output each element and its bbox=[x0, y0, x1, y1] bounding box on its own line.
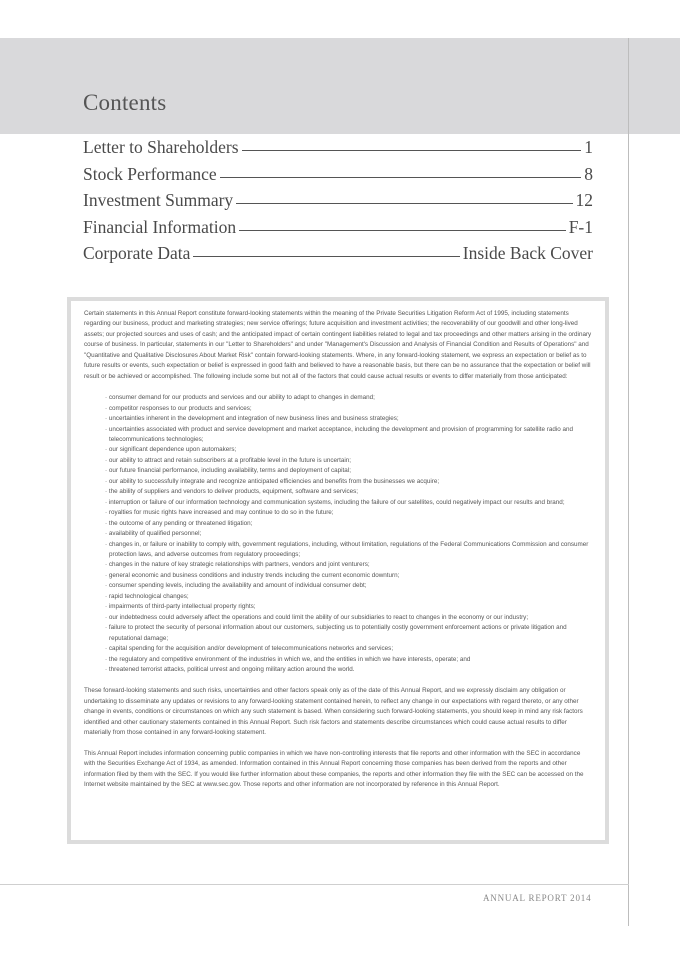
risk-factor-item: · rapid technological changes; bbox=[105, 592, 189, 600]
risk-factor-item: · impairments of third-party intellectual property rights; bbox=[105, 603, 256, 611]
risk-factor-item: · uncertainties associated with product and service development and market acceptance, including the development and provision of programming for satellite radio and telecommunications technologies; bbox=[105, 425, 573, 443]
toc-entry-label: Letter to Shareholders bbox=[83, 137, 239, 157]
risk-factor-item: · capital spending for the acquisition and/or development of telecommunications networks and services; bbox=[105, 645, 394, 653]
toc-entry-label: Stock Performance bbox=[83, 163, 217, 184]
risk-factor-item: · the ability of suppliers and vendors to deliver products, equipment, software and services; bbox=[105, 488, 359, 496]
toc-leader-line bbox=[236, 203, 572, 204]
page-title: Contents bbox=[83, 90, 167, 115]
risk-factor-item: · our future financial performance, including availability, terms and deployment of capital; bbox=[105, 467, 351, 475]
footer-divider bbox=[0, 884, 629, 885]
risk-factor-item: · changes in, or failure or inability to comply with, government regulations, including, without limitation, regulations of the Federal Communications Commission and consumer protection laws, and adverse outcomes from regulatory proceedings; bbox=[105, 540, 589, 558]
toc-leader-line bbox=[242, 150, 582, 151]
risk-factor-item: · availability of qualified personnel; bbox=[105, 530, 202, 538]
disclaimer-paragraph-3: This Annual Report includes information concerning public companies in which we have non-controlling interests that file reports and other information with the SEC in accordance with the Securities Exchange Act of 1934, as amended. Information contained in this Annual Report concerning those companies has been derived from the reports and other information filed by them with the SEC. If you would like further information about these companies, the reports and other information they file with the SEC can be accessed on the Internet website maintained by the SEC at www.sec.gov. Those reports and other information are not incorporated by reference in this Annual Report. bbox=[84, 749, 584, 789]
toc-entry-page: 1 bbox=[584, 137, 593, 157]
risk-factor-list bbox=[105, 393, 593, 675]
risk-factor-item: · competitor responses to our products and services; bbox=[105, 404, 252, 412]
risk-factor-item: · our ability to attract and retain subscribers at a profitable level in the future is uncertain; bbox=[105, 456, 352, 464]
toc-entry[interactable] bbox=[83, 243, 593, 270]
risk-factor-item: · consumer demand for our products and services and our ability to adapt to changes in demand; bbox=[105, 394, 375, 402]
toc-entry[interactable] bbox=[83, 217, 593, 244]
risk-factor-item: · changes in the nature of key strategic relationships with partners, vendors and joint venturers; bbox=[105, 561, 370, 569]
risk-factor-item: · our ability to successfully integrate and recognize anticipated efficiencies and benefits from the businesses we acquire; bbox=[105, 477, 440, 485]
toc-leader-line bbox=[239, 230, 566, 231]
risk-factor-item: · interruption or failure of our information technology and communication systems, including the failure of our satellites, could negatively impact our results and brand; bbox=[105, 498, 565, 506]
vertical-divider bbox=[628, 38, 629, 926]
disclaimer-intro: Certain statements in this Annual Report constitute forward-looking statements within the meaning of the Private Securities Litigation Reform Act of 1995, including statements regarding our business, product and marketing strategies; new service offerings; future acquisition and investment activities; the recoverability of our goodwill and other long-lived assets; our projected sources and uses of cash; and the anticipated impact of certain contingent liabilities related to legal and tax proceedings and other matters arising in the ordinary course of business. In particular, statements in our "Letter to Shareholders" and under "Management's Discussion and Analysis of Financial Condition and Results of Operations" and "Quantitative and Qualitative Disclosures About Market Risk" contain forward-looking statements. Where, in any forward-looking statement, we express an expectation or belief as to future results or events, such expectation or belief is expressed in good faith and believed to have a reasonable basis, but there can be no assurance that the expectation or belief will result or be achieved or accomplished. The following include some but not all of the factors that could cause actual results or events to differ materially from those anticipated: bbox=[84, 310, 592, 380]
risk-factor-item: · our significant dependence upon automakers; bbox=[105, 446, 237, 454]
toc-leader-line bbox=[220, 177, 582, 178]
risk-factor-item: · general economic and business conditions and industry trends including the current economic downturn; bbox=[105, 571, 400, 579]
risk-factor-item: · failure to protect the security of personal information about our customers, subjecting us to potentially costly government enforcement actions or private litigation and reputational damage; bbox=[105, 624, 567, 642]
risk-factor-item: · the outcome of any pending or threatened litigation; bbox=[105, 519, 253, 527]
toc-entry[interactable] bbox=[83, 137, 593, 164]
footer-text: ANNUAL REPORT 2014 bbox=[483, 893, 592, 903]
toc-leader-line bbox=[193, 256, 459, 257]
toc-entry-label: Investment Summary bbox=[83, 190, 234, 210]
risk-factor-item: · the regulatory and competitive environment of the industries in which we, and the entities in which we have interests, operate; and bbox=[105, 655, 471, 663]
toc-entry[interactable] bbox=[83, 190, 593, 217]
toc-entry-page: F-1 bbox=[568, 216, 593, 237]
table-of-contents bbox=[83, 137, 593, 270]
toc-entry[interactable] bbox=[83, 164, 593, 191]
toc-entry-label: Corporate Data bbox=[83, 243, 191, 263]
toc-entry-page: 8 bbox=[584, 163, 593, 184]
toc-entry-page: Inside Back Cover bbox=[462, 243, 593, 263]
risk-factor-item: · royalties for music rights have increased and may continue to do so in the future; bbox=[105, 509, 334, 517]
risk-factor-item: · uncertainties inherent in the development and integration of new business lines and business strategies; bbox=[105, 415, 399, 423]
forward-looking-statements-box bbox=[67, 297, 609, 844]
risk-factor-item: · threatened terrorist attacks, political unrest and ongoing military action around the world. bbox=[105, 665, 355, 673]
risk-factor-item: · our indebtedness could adversely affect the operations and could limit the ability of our subsidiaries to react to changes in the economy or our industry; bbox=[105, 613, 529, 621]
header-band bbox=[0, 38, 680, 134]
disclaimer-paragraph-2: These forward-looking statements and such risks, uncertainties and other factors speak only as of the date of this Annual Report, and we expressly disclaim any obligation or undertaking to disseminate any updates or revisions to any forward-looking statement contained herein, to reflect any change in our expectations with regard thereto, or any other change in events, conditions or circumstances on which any such statement is based. When considering such forward-looking statements, you should keep in mind any risk factors identified and other cautionary statements contained in this Annual Report. Such risk factors and statements describe circumstances which could cause actual results to differ materially from those contained in any forward-looking statement. bbox=[84, 687, 583, 737]
toc-entry-page: 12 bbox=[575, 190, 593, 210]
toc-entry-label: Financial Information bbox=[83, 216, 237, 237]
risk-factor-item: · consumer spending levels, including the availability and amount of individual consumer debt; bbox=[105, 582, 367, 590]
